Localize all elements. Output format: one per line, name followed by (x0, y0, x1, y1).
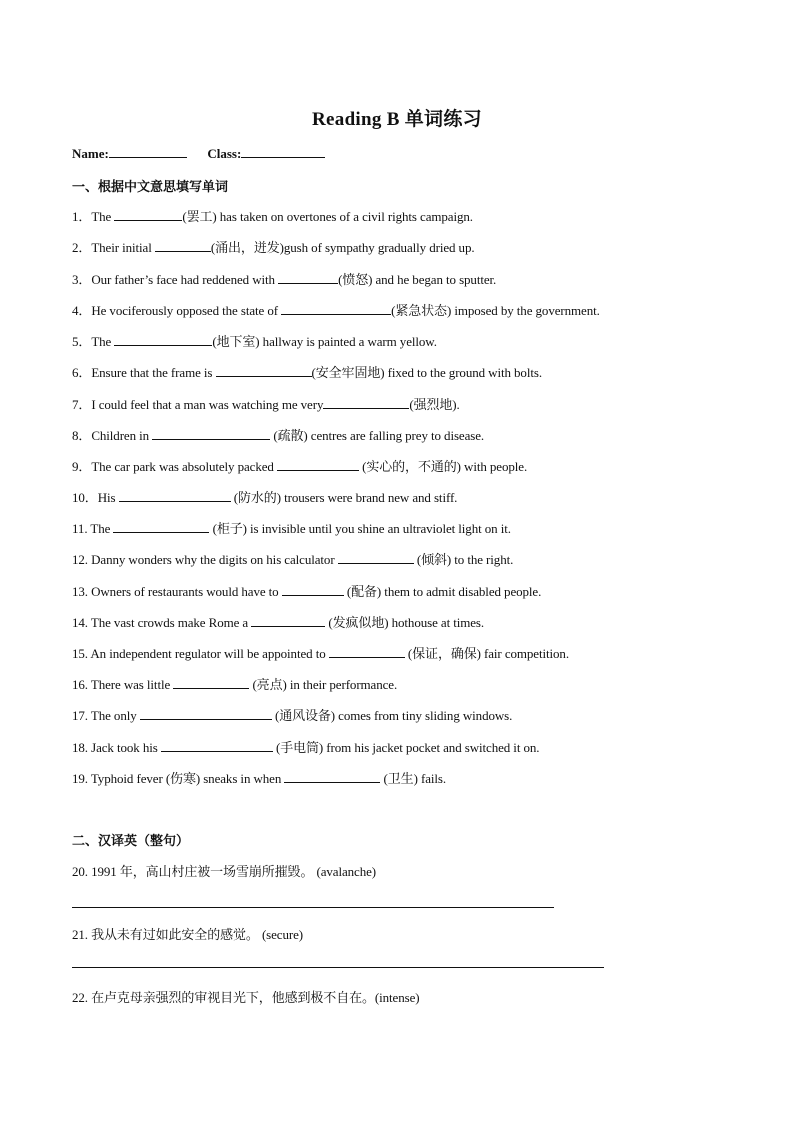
page-title: Reading B 单词练习 (312, 109, 482, 130)
answer-line-20[interactable] (72, 907, 554, 908)
section-2-heading: 二、汉译英（整句） (72, 833, 190, 848)
blank[interactable] (173, 677, 249, 689)
blank[interactable] (277, 459, 359, 471)
blank[interactable] (155, 240, 211, 252)
blank[interactable] (216, 365, 312, 377)
blank[interactable] (119, 490, 231, 502)
blank[interactable] (114, 209, 182, 221)
blank[interactable] (338, 552, 414, 564)
question-4: 4．He vociferously opposed the state of (紧急状态) imposed by the government. (72, 303, 600, 318)
question-8: 8．Children in (疏散) centres are falling prey to disease. (72, 428, 485, 443)
question-18: 18. Jack took his (手电筒) from his jacket pocket and switched it on. (72, 740, 540, 755)
question-10: 10．His (防水的) trousers were brand new and stiff. (72, 490, 458, 505)
blank[interactable] (161, 740, 273, 752)
answer-line-21[interactable] (72, 967, 604, 968)
name-label: Name: (72, 146, 109, 161)
blank[interactable] (284, 771, 380, 783)
blank[interactable] (251, 615, 325, 627)
question-6: 6．Ensure that the frame is (安全牢固地) fixed to the ground with bolts. (72, 365, 542, 380)
section-1-heading: 一、根据中文意思填写单词 (72, 179, 229, 194)
blank[interactable] (281, 303, 391, 315)
translation-question-20: 20. 1991 年，高山村庄被一场雪崩所摧毁。 (avalanche) (72, 864, 377, 879)
blank[interactable] (114, 334, 212, 346)
question-7: 7．I could feel that a man was watching me very (强烈地). (72, 397, 460, 412)
translation-question-22: 22. 在卢克母亲强烈的审视目光下，他感到极不自在。(intense) (72, 990, 420, 1005)
blank[interactable] (140, 708, 272, 720)
blank[interactable] (329, 646, 405, 658)
blank[interactable] (113, 521, 209, 533)
question-1: 1．The (罢工) has taken on overtones of a civil rights campaign. (72, 209, 473, 224)
question-15: 15. An independent regulator will be appointed to (保证，确保) fair competition. (72, 646, 569, 661)
question-12: 12. Danny wonders why the digits on his calculator (倾斜) to the right. (72, 552, 514, 567)
question-2: 2．Their initial (涌出，迸发)gush of sympathy gradually dried up. (72, 240, 475, 255)
blank[interactable] (323, 397, 409, 409)
question-3: 3．Our father’s face had reddened with (愤怒) and he began to sputter. (72, 272, 497, 287)
question-13: 13. Owners of restaurants would have to (配备) them to admit disabled people. (72, 584, 542, 599)
class-label: Class: (207, 146, 242, 161)
name-class-line (72, 145, 325, 162)
translation-question-21: 21. 我从未有过如此安全的感觉。 (secure) (72, 927, 304, 942)
question-16: 16. There was little (亮点) in their performance. (72, 677, 398, 692)
blank[interactable] (152, 428, 270, 440)
class-blank[interactable] (241, 145, 325, 158)
question-19: 19. Typhoid fever (伤寒) sneaks in when (卫生) fails. (72, 771, 446, 786)
question-17: 17. The only (通风设备) comes from tiny sliding windows. (72, 708, 513, 723)
name-blank[interactable] (109, 145, 187, 158)
question-11: 11. The (柜子) is invisible until you shine an ultraviolet light on it. (72, 521, 511, 536)
question-5: 5．The (地下室) hallway is painted a warm yellow. (72, 334, 437, 349)
question-9: 9．The car park was absolutely packed (实心的，不通的) with people. (72, 459, 528, 474)
blank[interactable] (282, 584, 344, 596)
blank[interactable] (278, 272, 338, 284)
question-14: 14. The vast crowds make Rome a (发疯似地) hothouse at times. (72, 615, 485, 630)
